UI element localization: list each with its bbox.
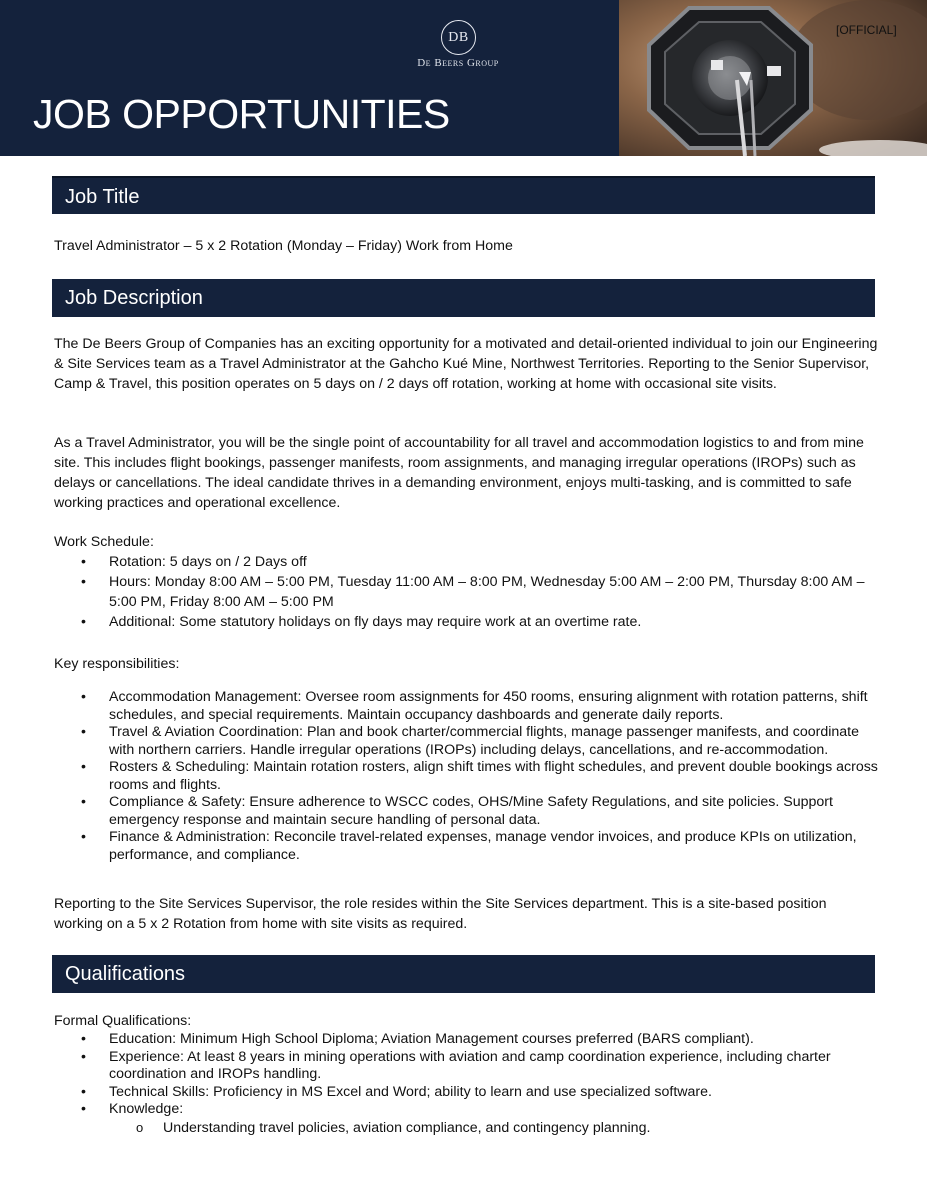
section-header-job-description: Job Description (52, 279, 875, 317)
responsibilities-list (54, 689, 879, 864)
list-item (54, 572, 879, 612)
list-item-text: Monday 8:00 AM – 5:00 PM, Tuesday 11:00 AM – 8:00 PM, Wednesday 5:00 AM – 2:00 PM, Thursday 8:00 AM – 5:00 PM, Friday 8:00 AM – 5:00 PM (109, 574, 865, 610)
list-item (54, 1084, 879, 1102)
list-item-text: 5 days on / 2 Days off (165, 554, 307, 570)
formal-qualifications-block (54, 1011, 879, 1137)
list-item (54, 612, 879, 632)
list-item-label: Education: (109, 1031, 177, 1047)
paragraph-text: As a Travel Administrator, you will be the single point of accountability for all travel and accommodation logistics to and from mine site. This includes flight bookings, passenger manifests, room assignments, and managing irregular operations (IROPs) such as delays or cancellations. The ideal candidate thrives in a demanding environment, enjoys multi-tasking, and is committed to safe working practices and operational excellence. (54, 435, 864, 511)
list-item-text: Plan and book charter/commercial flights, manage passenger manifests, and coordinate with northern carriers. Handle irregular operations (IROPs) including delays, cancellations, and re-accommodation. (109, 724, 859, 758)
key-responsibilities-heading: Key responsibilities: (54, 656, 180, 672)
list-item-text: Some statutory holidays on fly days may require work at an overtime rate. (175, 614, 642, 630)
list-item-label: Experience: (109, 1048, 184, 1065)
list-item-label: Rosters & Scheduling: (109, 759, 250, 775)
qualifications-list (54, 1031, 879, 1119)
work-schedule-list (54, 552, 879, 632)
list-item (54, 689, 879, 724)
job-description-closing (54, 894, 879, 934)
header-banner (0, 0, 927, 156)
job-description-paragraph-1 (54, 334, 879, 394)
list-item-text: Minimum High School Diploma; Aviation Management courses preferred (BARS compliant). (176, 1031, 754, 1047)
work-schedule-heading: Work Schedule: (54, 534, 154, 550)
list-item-label: Accommodation Management: (109, 689, 302, 705)
sub-list-item: o Understanding travel policies, aviation compliance, and contingency planning. (54, 1119, 879, 1137)
section-header-job-title: Job Title (52, 176, 875, 214)
list-item-text: At least 8 years in mining operations with aviation and camp coordination experience, including charter coordination and IROPs handling. (109, 1048, 831, 1082)
list-item (54, 724, 879, 759)
paragraph-text: The De Beers Group of Companies has an exciting opportunity for a motivated and detail-oriented individual to join our Engineering & Site Services team as a Travel Administrator at the Gahcho Kué Mine, Northwest Territories. Reporting to the Senior Supervisor, Camp & Travel, this position operates on 5 days on / 2 days off rotation, working at home with occasional site visits. (54, 336, 878, 392)
paragraph-text: Reporting to the Site Services Supervisor, the role resides within the Site Services department. This is a site-based position working on a 5 x 2 Rotation from home with site visits as required. (54, 896, 827, 932)
work-schedule-block (54, 532, 879, 632)
list-item (54, 1049, 879, 1084)
list-item (54, 1101, 879, 1119)
list-item-label: Compliance & Safety (109, 794, 242, 810)
list-item-text: : Ensure adherence to WSCC codes, OHS/Mine Safety Regulations, and site policies. Support emergency response and maintain secure handling of personal data. (109, 794, 833, 828)
list-item-text: Maintain rotation rosters, align shift times with flight schedules, and prevent double bookings across rooms and flights. (109, 759, 878, 793)
list-item-label: Finance & Administration: (109, 829, 270, 845)
formal-qualifications-heading: Formal Qualifications: (54, 1013, 192, 1029)
list-item-label: Rotation: (109, 554, 166, 570)
page-title: JOB OPPORTUNITIES (33, 91, 450, 137)
logo-text: De Beers Group (417, 57, 499, 69)
knowledge-sublist (54, 1119, 879, 1137)
list-item (54, 759, 879, 794)
section-header-qualifications: Qualifications (52, 955, 875, 993)
list-item-label: Knowledge: (109, 1101, 184, 1117)
list-item-label: Travel & Aviation Coordination: (109, 724, 304, 740)
de-beers-logo-icon (441, 20, 476, 55)
list-item (54, 552, 879, 572)
list-item (54, 794, 879, 829)
job-description-paragraph-2 (54, 433, 879, 513)
list-item-text: Proficiency in MS Excel and Word; ability to learn and use specialized software. (209, 1083, 712, 1100)
logo-monogram: DB (448, 29, 469, 45)
list-item (54, 1031, 879, 1049)
responsibilities-block (54, 689, 879, 864)
list-item (54, 829, 879, 864)
job-title-text: Travel Administrator – 5 x 2 Rotation (Monday – Friday) Work from Home (54, 238, 513, 254)
list-item-text: Reconcile travel-related expenses, manage vendor invoices, and produce KPIs on utilization, performance, and compliance. (109, 829, 857, 863)
list-item-label: Hours: (109, 574, 151, 590)
classification-label: [OFFICIAL] (836, 23, 897, 37)
list-item-label: Technical Skills: (109, 1083, 210, 1100)
list-item-label: Additional: (109, 614, 176, 630)
list-item-text: Oversee room assignments for 450 rooms, ensuring alignment with rotation patterns, shift schedules, and special requirements. Maintain occupancy dashboards and generate daily reports. (109, 689, 868, 723)
